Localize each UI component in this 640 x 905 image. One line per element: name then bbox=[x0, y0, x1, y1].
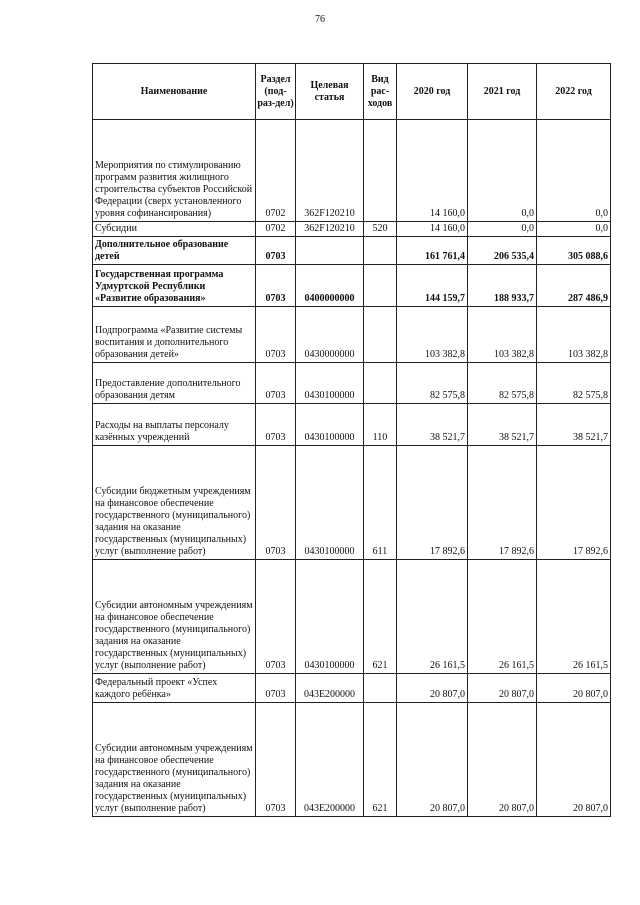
header-2022: 2022 год bbox=[537, 64, 611, 120]
row-kind bbox=[364, 237, 397, 265]
table-header-row bbox=[93, 64, 611, 120]
row-target: 362F120210 bbox=[296, 120, 364, 222]
page-number: 76 bbox=[315, 14, 325, 25]
row-2022: 0,0 bbox=[537, 222, 611, 237]
row-2022: 38 521,7 bbox=[537, 404, 611, 446]
table-row bbox=[93, 674, 611, 703]
row-name: Дополнительное образование детей bbox=[93, 237, 256, 265]
row-section: 0703 bbox=[256, 265, 296, 307]
row-section: 0703 bbox=[256, 237, 296, 265]
row-section: 0703 bbox=[256, 446, 296, 560]
row-section: 0703 bbox=[256, 560, 296, 674]
row-target: 0430100000 bbox=[296, 560, 364, 674]
row-kind bbox=[364, 307, 397, 363]
row-2021: 0,0 bbox=[468, 222, 537, 237]
row-section: 0703 bbox=[256, 307, 296, 363]
row-target: 0400000000 bbox=[296, 265, 364, 307]
header-section: Раздел (под-раз-дел) bbox=[256, 64, 296, 120]
row-2021: 38 521,7 bbox=[468, 404, 537, 446]
row-kind bbox=[364, 120, 397, 222]
row-2020: 161 761,4 bbox=[397, 237, 468, 265]
row-2020: 26 161,5 bbox=[397, 560, 468, 674]
row-2021: 20 807,0 bbox=[468, 703, 537, 817]
row-name: Подпрограмма «Развитие системы воспитания и дополнительного образования детей» bbox=[93, 307, 256, 363]
row-2021: 26 161,5 bbox=[468, 560, 537, 674]
row-kind: 621 bbox=[364, 560, 397, 674]
row-2020: 144 159,7 bbox=[397, 265, 468, 307]
row-section: 0702 bbox=[256, 120, 296, 222]
row-2020: 14 160,0 bbox=[397, 222, 468, 237]
row-name: Субсидии автономным учреждениям на финансовое обеспечение государственного (муниципального) задания на оказание государственных (муниципальных) услуг (выполнение работ) bbox=[93, 560, 256, 674]
row-2021: 188 933,7 bbox=[468, 265, 537, 307]
row-2020: 20 807,0 bbox=[397, 703, 468, 817]
row-name: Субсидии автономным учреждениям на финансовое обеспечение государственного (муниципального) задания на оказание государственных (муниципальных) услуг (выполнение работ) bbox=[93, 703, 256, 817]
header-target: Целевая статья bbox=[296, 64, 364, 120]
row-2020: 103 382,8 bbox=[397, 307, 468, 363]
row-name: Мероприятия по стимулированию программ развития жилищного строительства субъектов Российской Федерации (сверх установленного уровня софинансирования) bbox=[93, 120, 256, 222]
table-row bbox=[93, 120, 611, 222]
row-2021: 206 535,4 bbox=[468, 237, 537, 265]
row-2020: 82 575,8 bbox=[397, 363, 468, 404]
header-kind: Вид рас-ходов bbox=[364, 64, 397, 120]
row-section: 0703 bbox=[256, 674, 296, 703]
row-kind: 621 bbox=[364, 703, 397, 817]
row-kind: 110 bbox=[364, 404, 397, 446]
table-row bbox=[93, 307, 611, 363]
row-2020: 17 892,6 bbox=[397, 446, 468, 560]
row-name: Субсидии bbox=[93, 222, 256, 237]
table-row bbox=[93, 363, 611, 404]
row-name: Расходы на выплаты персоналу казённых учреждений bbox=[93, 404, 256, 446]
row-kind: 520 bbox=[364, 222, 397, 237]
table-row bbox=[93, 703, 611, 817]
table-row bbox=[93, 265, 611, 307]
table-row bbox=[93, 446, 611, 560]
table-row bbox=[93, 560, 611, 674]
row-2020: 14 160,0 bbox=[397, 120, 468, 222]
row-name: Государственная программа Удмуртской Республики «Развитие образования» bbox=[93, 265, 256, 307]
row-2022: 305 088,6 bbox=[537, 237, 611, 265]
header-name: Наименование bbox=[93, 64, 256, 120]
row-2021: 20 807,0 bbox=[468, 674, 537, 703]
row-2021: 103 382,8 bbox=[468, 307, 537, 363]
row-section: 0703 bbox=[256, 703, 296, 817]
row-2020: 38 521,7 bbox=[397, 404, 468, 446]
row-2020: 20 807,0 bbox=[397, 674, 468, 703]
row-2022: 20 807,0 bbox=[537, 703, 611, 817]
row-2022: 103 382,8 bbox=[537, 307, 611, 363]
row-2021: 0,0 bbox=[468, 120, 537, 222]
budget-table bbox=[92, 63, 611, 817]
row-2022: 26 161,5 bbox=[537, 560, 611, 674]
row-target bbox=[296, 237, 364, 265]
row-name: Федеральный проект «Успех каждого ребёнка» bbox=[93, 674, 256, 703]
row-2021: 17 892,6 bbox=[468, 446, 537, 560]
row-kind bbox=[364, 363, 397, 404]
row-target: 0430100000 bbox=[296, 363, 364, 404]
table-row bbox=[93, 222, 611, 237]
row-2022: 82 575,8 bbox=[537, 363, 611, 404]
row-target: 362F120210 bbox=[296, 222, 364, 237]
row-kind bbox=[364, 265, 397, 307]
row-section: 0703 bbox=[256, 404, 296, 446]
table-row bbox=[93, 237, 611, 265]
header-2021: 2021 год bbox=[468, 64, 537, 120]
row-name: Предоставление дополнительного образования детям bbox=[93, 363, 256, 404]
header-2020: 2020 год bbox=[397, 64, 468, 120]
row-kind bbox=[364, 674, 397, 703]
row-2022: 20 807,0 bbox=[537, 674, 611, 703]
row-target: 043E200000 bbox=[296, 674, 364, 703]
row-2022: 0,0 bbox=[537, 120, 611, 222]
row-section: 0702 bbox=[256, 222, 296, 237]
row-target: 043E200000 bbox=[296, 703, 364, 817]
row-section: 0703 bbox=[256, 363, 296, 404]
row-name: Субсидии бюджетным учреждениям на финансовое обеспечение государственного (муниципального) задания на оказание государственных (муниципальных) услуг (выполнение работ) bbox=[93, 446, 256, 560]
row-target: 0430000000 bbox=[296, 307, 364, 363]
row-2022: 287 486,9 bbox=[537, 265, 611, 307]
row-target: 0430100000 bbox=[296, 446, 364, 560]
table-row bbox=[93, 404, 611, 446]
row-2022: 17 892,6 bbox=[537, 446, 611, 560]
row-2021: 82 575,8 bbox=[468, 363, 537, 404]
row-target: 0430100000 bbox=[296, 404, 364, 446]
row-kind: 611 bbox=[364, 446, 397, 560]
